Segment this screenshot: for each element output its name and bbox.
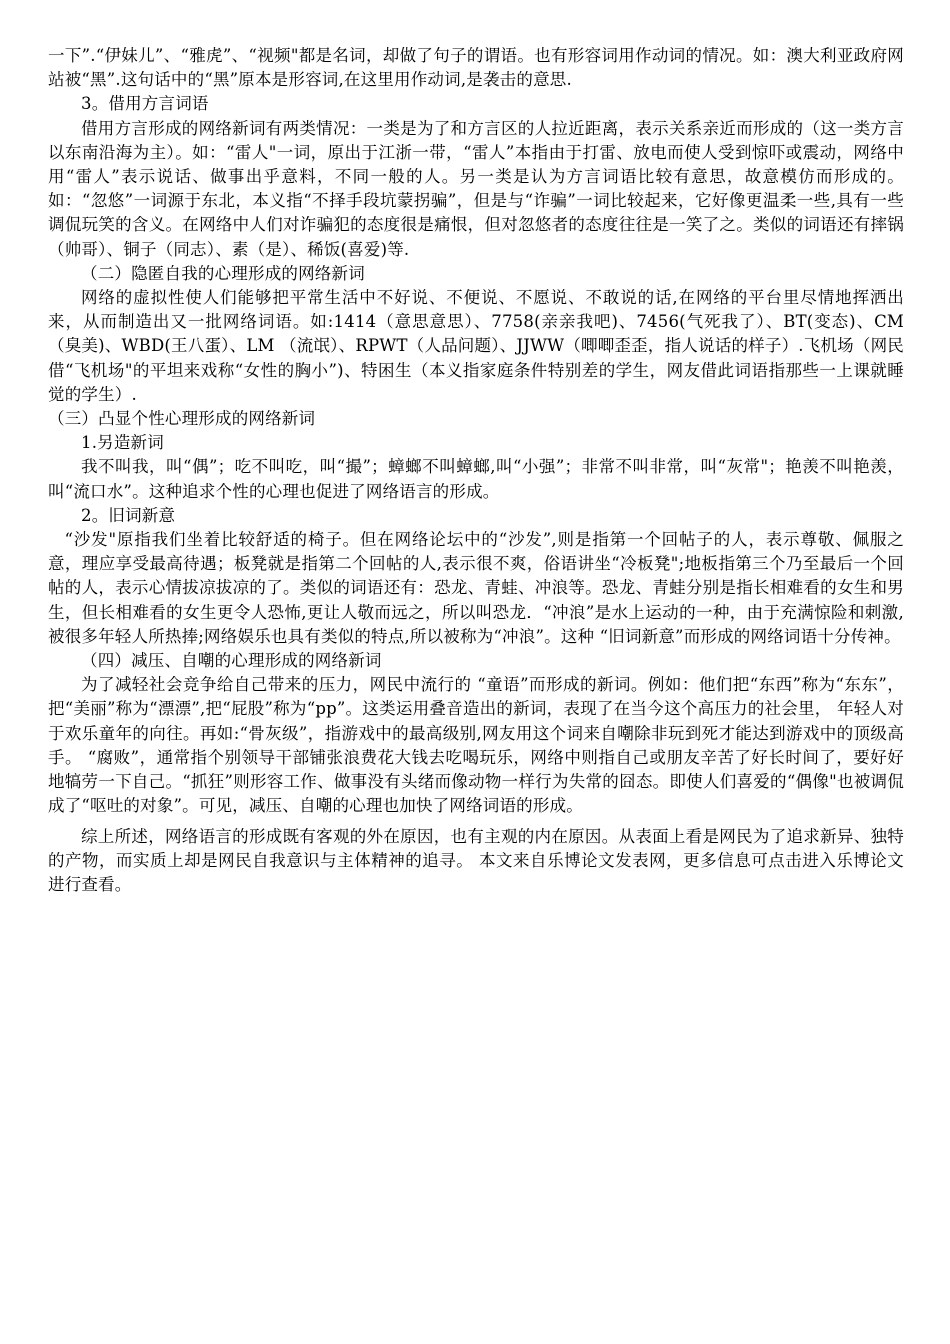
subheading-old-words-new-meaning: 2。旧词新意 — [81, 505, 176, 525]
paragraph-conclusion: 综上所述，网络语言的形成既有客观的外在原因，也有主观的内在原因。从表面上看是网民为了追求新异、独特的产物，而实质上却是网民自我意识与主体精神的追寻。 本文来自乐博论文发表网，更多信息可点击进入乐博论文进行查看。 — [48, 826, 904, 894]
paragraph-new-words: 我不叫我，叫“偶”；吃不叫吃，叫“撮”；蟑螂不叫蟑螂,叫“小强”；非常不叫非常，叫“灰常"；艳羡不叫艳羡，叫“流口水”。这种追求个性的心理也促进了网络语言的形成。 — [48, 457, 904, 501]
subheading-new-words: 1.另造新词 — [81, 433, 164, 453]
paragraph-dialect: 借用方言形成的网络新词有两类情况：一类是为了和方言区的人拉近距离，表示关系亲近而形成的（这一类方言以东南沿海为主）。如：“雷人"一词，原出于江浙一带，“雷人”本指由于打雷、放电而使人受到惊吓或震动，网络中用“雷人”表示说话、做事出乎意料，不同一般的人。另一类是认为方言词语比较有意思，故意模仿而形成的。如：“忽悠”一词源于东北，本义指“不择手段坑蒙拐骗”，但是与“诈骗”一词比较起来，它好像更温柔一些,具有一些调侃玩笑的含义。在网络中人们对诈骗犯的态度很是痛恨，但对忽悠者的态度往往是一笑了之。类似的词语还有摔锅（帅哥）、铜子（同志）、素（是）、稀饭(喜爱)等. — [48, 118, 904, 259]
subheading-dialect: 3。借用方言词语 — [81, 94, 209, 114]
paragraph-intro-continuation: 一下”.“伊妹儿”、“雅虎”、“视频"都是名词，却做了句子的谓语。也有形容词用作动词的情况。如：澳大利亚政府网站被“黑”.这句话中的“黑”原本是形容词,在这里用作动词,是袭击的意思. — [48, 46, 904, 90]
paragraph-stress-relief: 为了减轻社会竞争给自己带来的压力，网民中流行的 “童语”而形成的新词。例如：他们把“东西”称为“东东”，把“美丽”称为“漂漂”,把“屁股”称为“pp”。这类运用叠音造出的新词，表现了在当今这个高压力的社会里， 年轻人对于欢乐童年的向往。再如:“骨灰级”，指游戏中的最高级别,网友用这个词来自嘲除非玩到死才能达到游戏中的顶级高手。 “腐败”，通常指个别领导干部铺张浪费花大钱去吃喝玩乐，网络中则指自己或朋友辛苦了好长时间了，要好好地犒劳一下自己。“抓狂”则形容工作、做事没有头绪而像动物一样行为失常的囧态。即使人们喜爱的“偶像"也被调侃成了“呕吐的对象”。可见，减压、自嘲的心理也加快了网络词语的形成。 — [48, 675, 904, 816]
section-heading-personality: （三）凸显个性心理形成的网络新词 — [48, 409, 316, 429]
document-page — [48, 44, 904, 897]
paragraph-old-words-new-meaning: “沙发"原指我们坐着比较舒适的椅子。但在网络论坛中的“沙发”,则是指第一个回帖子的人，表示尊敬、佩服之意，理应享受最高待遇；板凳就是指第二个回帖的人,表示很不爽，俗语讲坐“冷板凳";地板指第三个乃至最后一个回帖的人，表示心情拔凉拔凉的了。类似的词语还有：恐龙、青蛙、冲浪等。恐龙、青蛙分别是指长相难看的女生和男生，但长相难看的女生更令人恐怖,更让人敬而远之，所以叫恐龙．“冲浪”是水上运动的一种，由于充满惊险和刺激,被很多年轻人所热捧;网络娱乐也具有类似的特点,所以被称为“冲浪”。这种 “旧词新意”而形成的网络词语十分传神。 — [48, 530, 904, 646]
paragraph-hidden-self: 网络的虚拟性使人们能够把平常生活中不好说、不便说、不愿说、不敢说的话,在网络的平台里尽情地挥洒出来，从而制造出又一批网络词语。如:1414（意思意思）、7758(亲亲我吧)、7456(气死我了）、BT(变态)、CM （臭美)、WBD(王八蛋）、LM （流氓）、RPWT（人品问题）、JJWW（唧唧歪歪，指人说话的样子）.飞机场（网民借“飞机场"的平坦来戏称“女性的胸小”)、特困生（本义指家庭条件特别差的学生，网友借此词语指那些一上课就睡觉的学生）. — [48, 288, 904, 404]
section-heading-hidden-self: （二）隐匿自我的心理形成的网络新词 — [81, 263, 365, 283]
section-heading-stress-relief: （四）减压、自嘲的心理形成的网络新词 — [81, 651, 382, 671]
